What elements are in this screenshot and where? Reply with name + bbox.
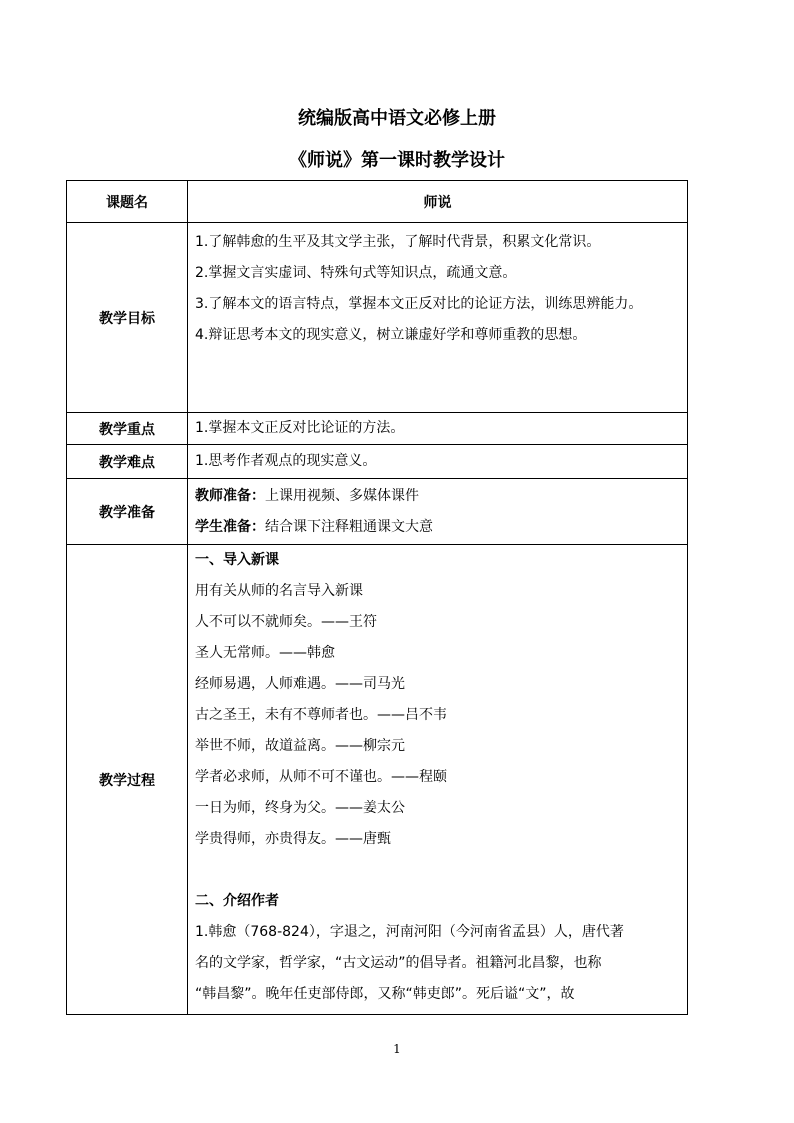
quote-line: 一日为师，终身为父。——姜太公: [195, 800, 405, 816]
quote-line: 举世不师，故道益离。——柳宗元: [195, 738, 405, 754]
goal-item: 1.了解韩愈的生平及其文学主张，了解时代背景，积累文化常识。: [195, 234, 601, 250]
table-header-row: [67, 181, 688, 223]
teacher-preparation-text: 上课用视频、多媒体课件: [265, 487, 419, 504]
header-label-cell: 课题名: [67, 181, 188, 223]
author-line: 1.韩愈（768-824），字退之，河南河阳（今河南省孟县）人，唐代著: [195, 924, 624, 940]
difficulty-content: [188, 445, 688, 479]
quote-line: 经师易遇，人师难遇。——司马光: [195, 676, 405, 692]
quote-line: 学贵得师，亦贵得友。——唐甄: [195, 831, 391, 847]
student-preparation-label: 学生准备：: [195, 518, 265, 535]
goals-row: [67, 223, 688, 413]
process-label: 教学过程: [67, 545, 188, 1015]
key-point-text: 1.掌握本文正反对比论证的方法。: [195, 420, 405, 436]
preparation-content: [188, 479, 688, 545]
student-preparation: [195, 512, 681, 543]
goals-content: [188, 223, 688, 413]
student-preparation-text: 结合课下注释粗通课文大意: [265, 518, 433, 535]
preparation-label: 教学准备: [67, 479, 188, 545]
quote-line: 古之圣王，未有不尊师者也。——吕不韦: [195, 707, 447, 723]
section-heading: 二、介绍作者: [195, 893, 279, 909]
key-point-content: [188, 413, 688, 445]
page-number: 1: [393, 1042, 401, 1056]
process-content: [188, 545, 688, 1015]
section-heading: 一、导入新课: [195, 552, 279, 568]
document-subtitle: 《师说》第一课时教学设计: [289, 150, 505, 171]
difficulty-row: [67, 445, 688, 479]
quote-line: 人不可以不就师矣。——王符: [195, 614, 377, 630]
quote-line: 圣人无常师。——韩愈: [195, 645, 335, 661]
process-row: [67, 545, 688, 1015]
key-point-label: 教学重点: [67, 413, 188, 445]
goals-label: 教学目标: [67, 223, 188, 413]
difficulty-label: 教学难点: [67, 445, 188, 479]
spacer: [195, 855, 681, 886]
goal-item: 3.了解本文的语言特点，掌握本文正反对比的论证方法，训练思辨能力。: [195, 296, 643, 312]
teacher-preparation: [195, 481, 681, 512]
difficulty-text: 1.思考作者观点的现实意义。: [195, 453, 377, 469]
preparation-row: [67, 479, 688, 545]
goal-item: 4.辩证思考本文的现实意义，树立谦虚好学和尊师重教的思想。: [195, 327, 587, 343]
section-intro: 用有关从师的名言导入新课: [195, 583, 363, 599]
header-value-cell: 师说: [188, 181, 688, 223]
lesson-plan-table: [66, 180, 688, 1015]
author-line: 名的文学家，哲学家，“古文运动”的倡导者。祖籍河北昌黎，也称: [195, 955, 602, 971]
goal-item: 2.掌握文言实虚词、特殊句式等知识点，疏通文意。: [195, 265, 517, 281]
key-point-row: [67, 413, 688, 445]
author-line: “韩昌黎”。晚年任吏部侍郎，又称“韩吏郎”。死后谥“文”，故: [195, 986, 575, 1002]
document-title: 统编版高中语文必修上册: [298, 108, 496, 129]
quote-line: 学者必求师，从师不可不谨也。——程颐: [195, 769, 447, 785]
teacher-preparation-label: 教师准备：: [195, 487, 265, 504]
